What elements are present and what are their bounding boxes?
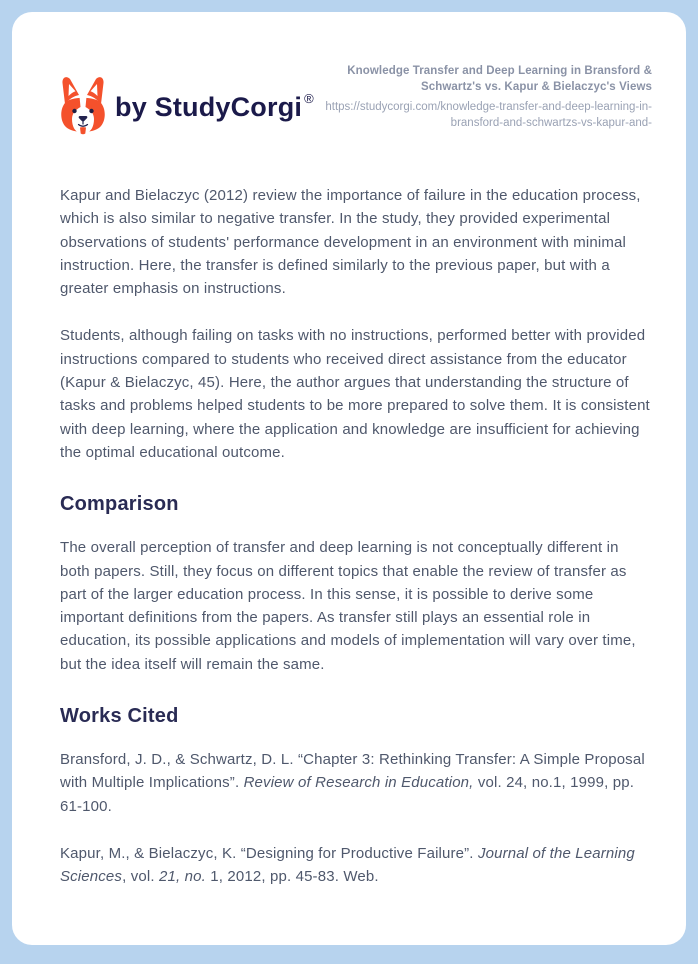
document-meta [320, 64, 652, 131]
document-card [12, 12, 686, 945]
brand-name: by StudyCorgi ® [115, 91, 314, 122]
citation: Bransford, J. D., & Schwartz, D. L. “Chapter 3: Rethinking Transfer: A Simple Proposal with Multiple Implications”. Review of Research in Education, vol. 24, no.1, 1999, pp. 61-100. [60, 751, 645, 815]
citation: Kapur, M., & Bielaczyc, K. “Designing for Productive Failure”. Journal of the Learning Sciences, vol. 21, no. 1, 2012, pp. 45-83. Web. [60, 844, 635, 886]
document-url: https://studycorgi.com/knowledge-transfer-and-deep-learning-in-bransford-and-schwartzs-vs-kapur-and- [325, 101, 652, 129]
corgi-logo-icon [60, 76, 106, 138]
article-body [60, 184, 652, 889]
paragraph: The overall perception of transfer and deep learning is not conceptually different in both papers. Still, they focus on different topics that enable the review of transfer as part of the larger education process. In this sense, it is possible to derive some important definitions from the papers. As transfer still plays an essential role in education, its possible applications and models of implementation will vary over time, but the idea itself will remain the same. [60, 539, 636, 673]
section-heading-works-cited: Works Cited [60, 705, 179, 728]
section-heading-comparison: Comparison [60, 493, 179, 516]
paragraph: Kapur and Bielaczyc (2012) review the importance of failure in the education process, which is also similar to negative transfer. In the study, they provided experimental observations of students' performance development in an environment with minimal instruction. Here, the transfer is defined similarly to the previous paper, but with a greater emphasis on instructions. [60, 187, 641, 298]
paragraph: Students, although failing on tasks with no instructions, performed better with provided instructions compared to students who received direct assistance from the educator (Kapur & Bielaczyc, 45). Here, the author argues that understanding the structure of tasks and problems helped students to be more prepared to solve them. It is consistent with deep learning, where the application and knowledge are insufficient for achieving the optimal educational outcome. [60, 327, 650, 461]
document-title: Knowledge Transfer and Deep Learning in Bransford & Schwartz's vs. Kapur & Bielaczyc's Views [347, 65, 652, 93]
document-header [60, 64, 652, 138]
registered-mark: ® [304, 91, 314, 106]
brand [60, 76, 314, 138]
